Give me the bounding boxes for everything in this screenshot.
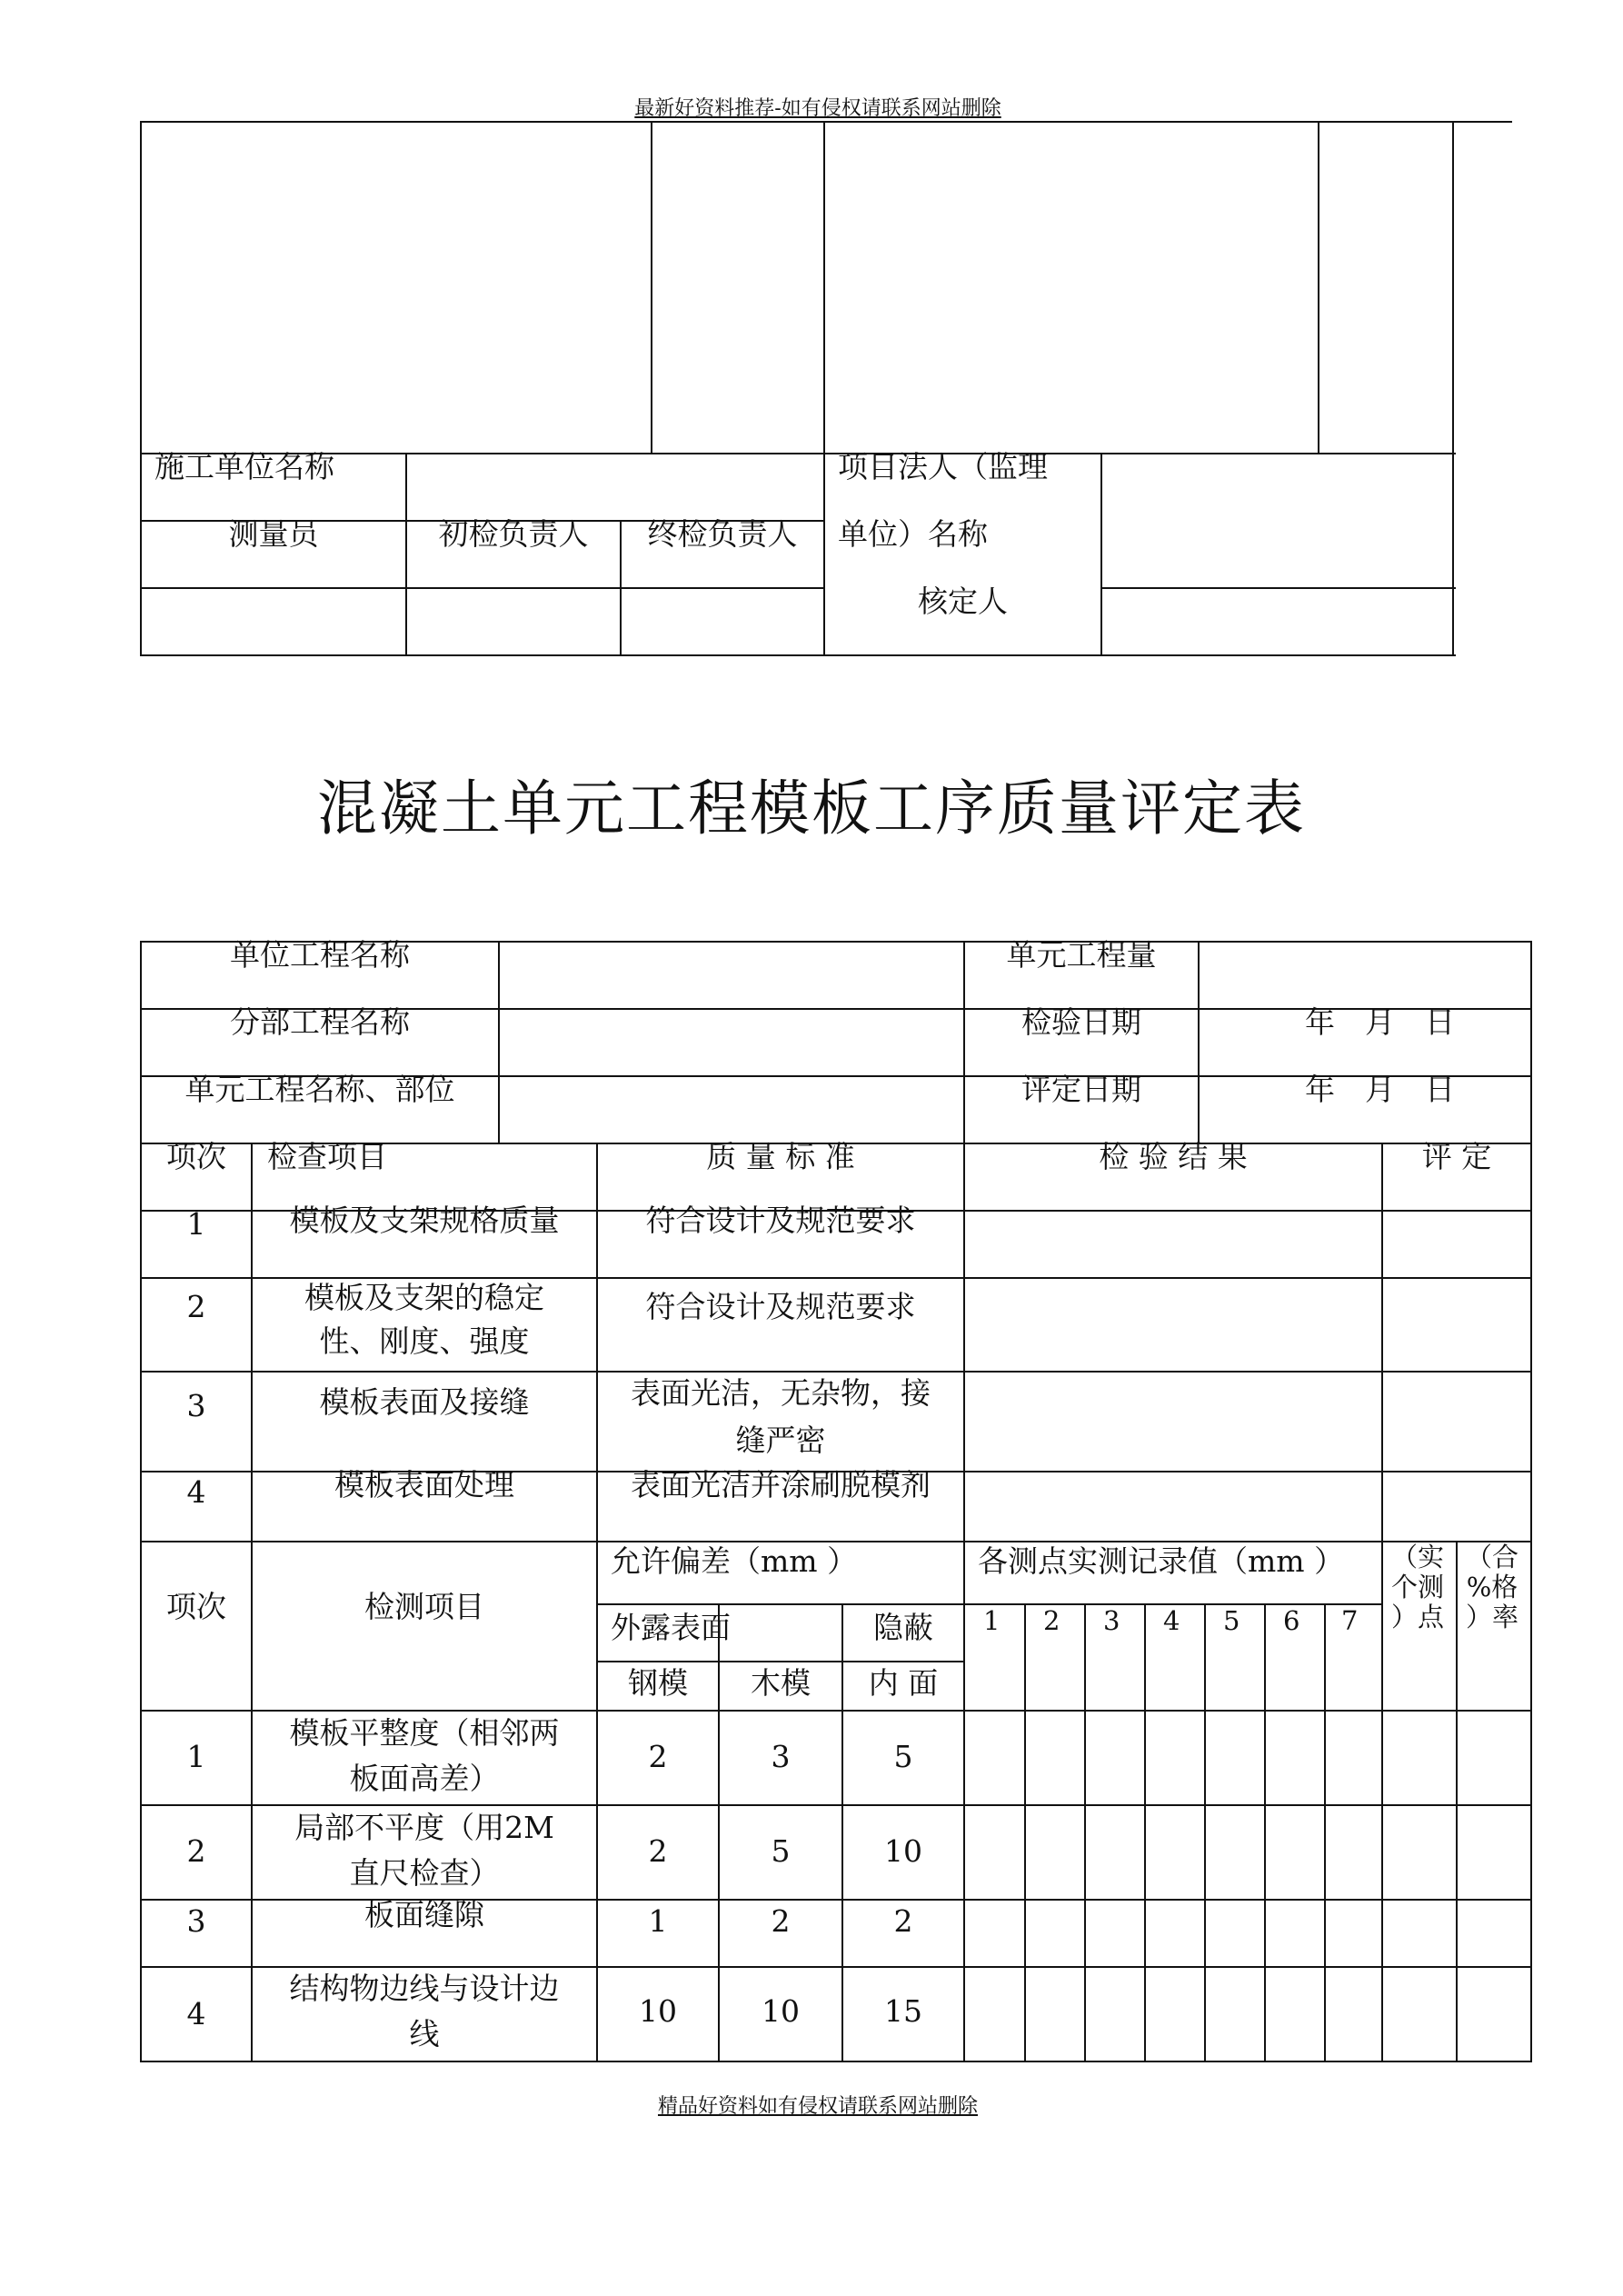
steel-value: 1: [648, 1903, 668, 1939]
row-item-line1: 模板平整度（相邻两: [289, 1715, 560, 1751]
rule: [1204, 1603, 1206, 2062]
footer-note: 精品好资料如有侵权请联系网站删除: [657, 2095, 978, 2118]
rule: [823, 121, 825, 656]
row-item-line1: 板面缝隙: [364, 1897, 484, 1932]
rule: [405, 453, 407, 656]
wood-value: 10: [762, 1993, 800, 2029]
rule: [1324, 1603, 1326, 2062]
points-header-line3: ）点: [1390, 1602, 1444, 1632]
row-item: 模板表面及接缝: [319, 1384, 530, 1420]
row-standard-line2: 缝严密: [735, 1423, 826, 1458]
steel-form-header: 钢模: [628, 1665, 688, 1701]
wood-value: 3: [771, 1739, 791, 1774]
point-number: 2: [1043, 1605, 1060, 1636]
rule: [140, 121, 1512, 123]
point-number: 5: [1223, 1605, 1240, 1636]
rule: [1318, 121, 1319, 454]
inspection-item-header: 检查项目: [267, 1139, 387, 1174]
rule: [140, 654, 1456, 656]
rule: [596, 1603, 963, 1605]
row-standard: 表面光洁并涂刷脱模剂: [631, 1467, 931, 1502]
pass-rate-header-line3: ）率: [1465, 1602, 1518, 1632]
row-item-line1: 模板及支架的稳定: [304, 1280, 544, 1315]
point-number: 6: [1283, 1605, 1300, 1636]
rule: [140, 1277, 1532, 1279]
row-item-line2: 直尺检查）: [349, 1855, 500, 1891]
inspection-date-label: 检验日期: [1021, 1004, 1141, 1040]
inspection-no-header: 项次: [166, 1139, 226, 1174]
row-no: 4: [186, 1996, 206, 2031]
hidden-value: 15: [884, 1993, 922, 2029]
inspection-standard-header: 质 量 标 准: [706, 1139, 855, 1174]
row-no: 2: [186, 1833, 206, 1869]
tolerance-header: 允许偏差（mm ）: [611, 1543, 858, 1579]
row-standard: 符合设计及规范要求: [645, 1203, 916, 1238]
point-number: 4: [1163, 1605, 1180, 1636]
rule: [651, 121, 652, 454]
measurement-no-header: 项次: [166, 1589, 226, 1624]
records-header: 各测点实测记录值（mm ）: [978, 1543, 1345, 1579]
row-no: 2: [186, 1289, 206, 1324]
steel-value: 2: [648, 1739, 668, 1774]
row-item: 模板及支架规格质量: [289, 1203, 560, 1238]
wood-value: 2: [771, 1903, 791, 1939]
hidden-surface-header-line1: 隐蔽: [873, 1610, 933, 1645]
unit-project-name-label: 单位工程名称: [230, 937, 410, 973]
row-item-line1: 局部不平度（用2M: [294, 1810, 554, 1845]
rule: [1264, 1603, 1266, 2062]
rule: [498, 941, 500, 1144]
evaluation-date-value: 年 月 日: [1305, 1072, 1455, 1107]
rule: [1102, 587, 1456, 589]
row-item-line2: 线: [409, 2016, 440, 2051]
approver-label: 核定人: [918, 584, 1008, 619]
row-no: 3: [186, 1388, 206, 1423]
rule: [1530, 941, 1532, 2062]
point-number: 7: [1341, 1605, 1359, 1636]
row-item: 模板表面处理: [334, 1467, 514, 1502]
points-header-line1: （实: [1390, 1542, 1444, 1572]
rule: [1024, 1603, 1026, 2062]
rule: [596, 1661, 963, 1662]
rule: [140, 1371, 1532, 1373]
row-standard: 符合设计及规范要求: [645, 1289, 916, 1324]
row-item-line2: 板面高差）: [349, 1761, 500, 1796]
hidden-value: 10: [884, 1833, 922, 1869]
final-inspector-label: 终检负责人: [647, 516, 798, 552]
wood-value: 5: [771, 1833, 791, 1869]
inspection-rating-header: 评 定: [1421, 1139, 1492, 1174]
pass-rate-header-line2: %格: [1466, 1572, 1518, 1602]
element-project-name-label: 单元工程名称、部位: [184, 1072, 455, 1107]
rule: [140, 1541, 1532, 1542]
sub-project-name-label: 分部工程名称: [230, 1004, 410, 1040]
initial-inspector-label: 初检负责人: [438, 516, 589, 552]
rule: [1084, 1603, 1086, 2062]
row-item-line2: 性、刚度、强度: [319, 1323, 530, 1359]
pass-rate-header-line1: （合: [1465, 1542, 1518, 1572]
row-no: 4: [186, 1474, 206, 1510]
header-note: 最新好资料推荐-如有侵权请联系网站删除: [634, 97, 1001, 120]
row-no: 1: [186, 1739, 206, 1774]
rule: [1452, 121, 1454, 656]
hidden-value: 5: [893, 1739, 913, 1774]
surveyor-label: 测量员: [228, 516, 319, 552]
inspection-date-value: 年 月 日: [1305, 1004, 1455, 1040]
row-item-line1: 结构物边线与设计边: [289, 1971, 560, 2006]
point-number: 3: [1103, 1605, 1120, 1636]
steel-value: 10: [639, 1993, 677, 2029]
page-title: 混凝土单元工程模板工序质量评定表: [317, 774, 1306, 844]
rule: [140, 587, 824, 589]
construction-unit-label: 施工单位名称: [154, 449, 334, 484]
points-header-line2: 个测: [1390, 1572, 1444, 1602]
hidden-surface-header-line2: 内 面: [868, 1665, 939, 1701]
rule: [1198, 941, 1200, 1144]
rule: [1144, 1603, 1146, 2062]
hidden-value: 2: [893, 1903, 913, 1939]
row-no: 1: [186, 1206, 206, 1242]
rule: [963, 1143, 965, 2062]
rule: [1100, 453, 1102, 656]
evaluation-date-label: 评定日期: [1021, 1072, 1141, 1107]
point-number: 1: [983, 1605, 1001, 1636]
rule: [140, 121, 142, 656]
measurement-item-header: 检测项目: [364, 1589, 484, 1624]
steel-value: 2: [648, 1833, 668, 1869]
element-quantity-label: 单元工程量: [1006, 937, 1157, 973]
wood-form-header: 木模: [751, 1665, 811, 1701]
owner-label-line2: 单位）名称: [838, 516, 988, 552]
owner-label-line1: 项目法人（监理: [838, 449, 1048, 484]
inspection-result-header: 检 验 结 果: [1099, 1139, 1248, 1174]
exposed-surface-header: 外露表面: [611, 1610, 731, 1645]
row-no: 3: [186, 1903, 206, 1939]
rule: [140, 453, 1456, 454]
row-standard-line1: 表面光洁，无杂物，接: [631, 1375, 931, 1411]
